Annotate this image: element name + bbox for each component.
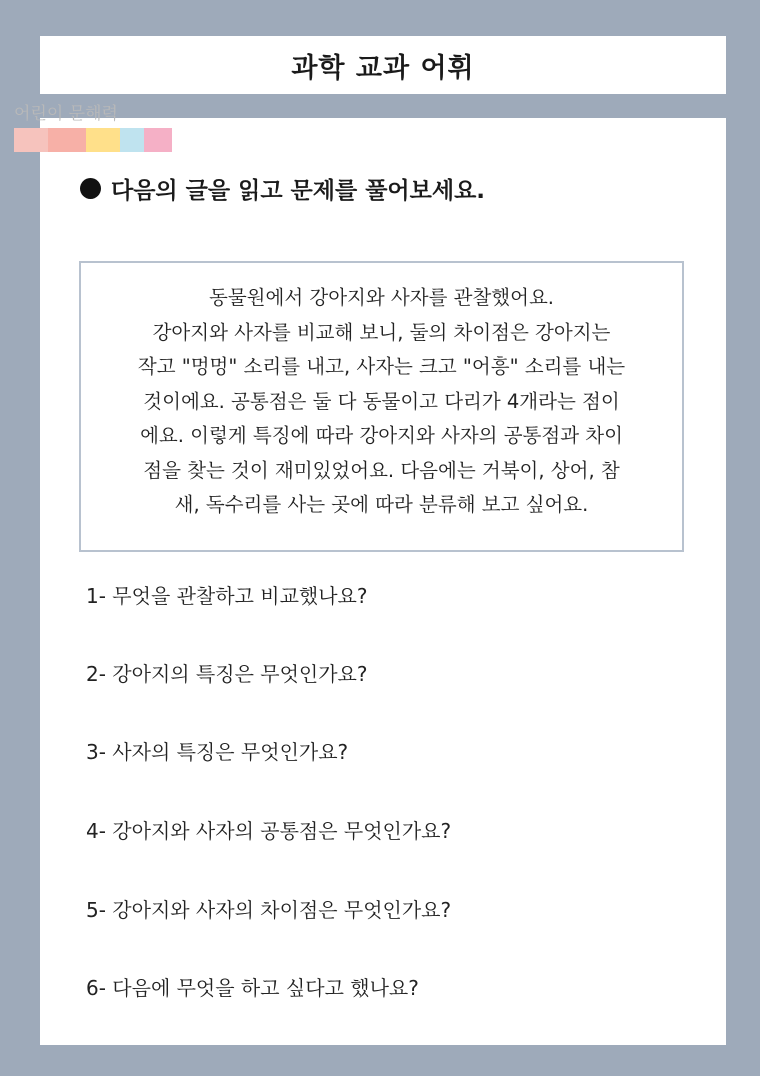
logo	[14, 104, 174, 156]
logo-color-blocks	[14, 128, 174, 152]
question-2: 2- 강아지의 특징은 무엇인가요?	[86, 662, 368, 686]
passage-line: 동물원에서 강아지와 사자를 관찰했어요.	[208, 286, 555, 309]
passage-line: 작고 "멍멍" 소리를 내고, 사자는 크고 "어흥" 소리를 내는	[137, 355, 626, 378]
question-1: 1- 무엇을 관찰하고 비교했나요?	[86, 584, 368, 608]
question-6: 6- 다음에 무엇을 하고 싶다고 했나요?	[86, 976, 419, 1000]
question-5: 5- 강아지와 사자의 차이점은 무엇인가요?	[86, 898, 452, 922]
reading-passage	[79, 261, 684, 552]
black-circle-icon	[80, 178, 101, 199]
passage-line: 것이에요. 공통점은 둘 다 동물이고 다리가 4개라는 점이	[143, 389, 620, 413]
passage-line: 점을 찾는 것이 재미있었어요. 다음에는 거북이, 상어, 참	[143, 458, 620, 482]
page-title: 과학 교과 어휘	[291, 52, 475, 84]
logo-block	[86, 128, 120, 152]
logo-block	[48, 128, 86, 152]
logo-block	[120, 128, 144, 152]
question-3: 3- 사자의 특징은 무엇인가요?	[86, 740, 349, 764]
passage-line: 에요. 이렇게 특징에 따라 강아지와 사자의 공통점과 차이	[140, 424, 623, 447]
passage-line: 새, 독수리를 사는 곳에 따라 분류해 보고 싶어요.	[174, 493, 589, 516]
passage-line: 강아지와 사자를 비교해 보니, 둘의 차이점은 강아지는	[152, 320, 611, 344]
logo-block	[144, 128, 172, 152]
logo-block	[14, 128, 48, 152]
instruction	[80, 172, 485, 205]
title-banner	[40, 36, 726, 94]
question-4: 4- 강아지와 사자의 공통점은 무엇인가요?	[86, 819, 452, 843]
logo-text: 어린이 문해력	[14, 104, 118, 124]
instruction-text: 다음의 글을 읽고 문제를 풀어보세요.	[111, 178, 486, 204]
